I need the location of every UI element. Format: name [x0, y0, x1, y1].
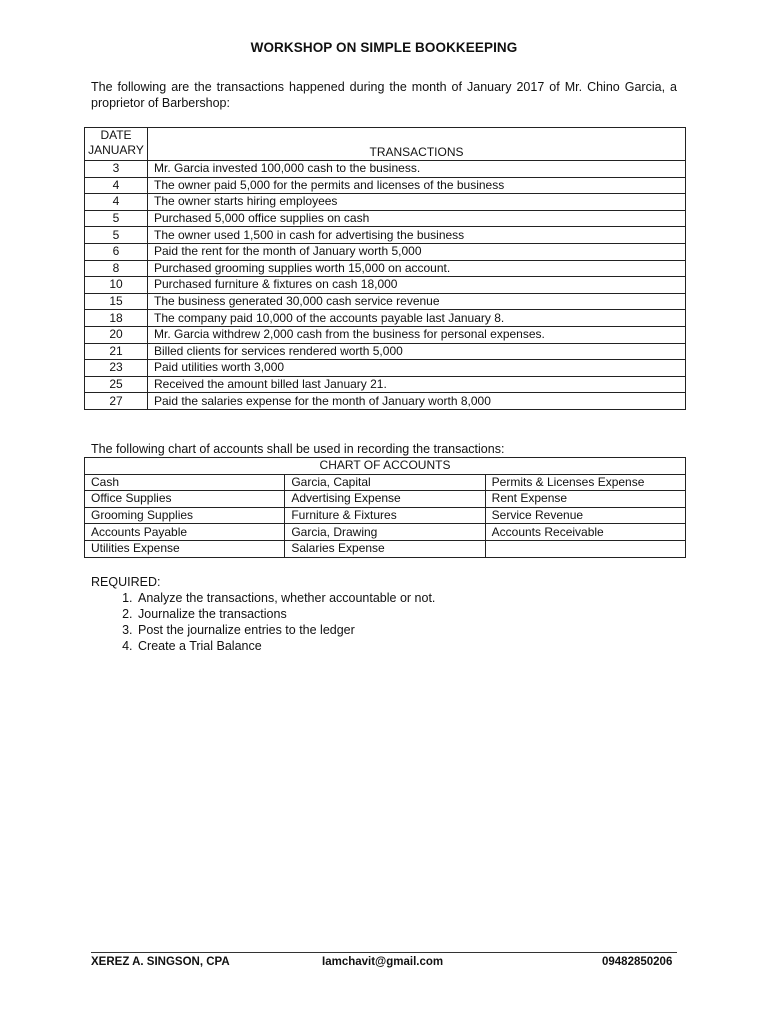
chart-of-accounts-table	[84, 457, 686, 558]
transaction-date: 18	[85, 310, 148, 327]
transaction-description: The business generated 30,000 cash service revenue	[148, 293, 686, 310]
chart-caption-row	[85, 458, 686, 475]
chart-of-accounts-body	[85, 474, 686, 557]
account-name-cell: Salaries Expense	[285, 540, 485, 557]
transaction-description: Purchased furniture & fixtures on cash 18,000	[148, 277, 686, 294]
transaction-row	[85, 293, 686, 310]
account-name-cell: Accounts Receivable	[485, 524, 685, 541]
transaction-description: Paid utilities worth 3,000	[148, 360, 686, 377]
chart-of-accounts-row	[85, 507, 686, 524]
transaction-row	[85, 260, 686, 277]
transaction-date: 21	[85, 343, 148, 360]
transaction-row	[85, 161, 686, 178]
transaction-row	[85, 210, 686, 227]
transaction-description: Purchased 5,000 office supplies on cash	[148, 210, 686, 227]
transaction-description: Received the amount billed last January 21.	[148, 376, 686, 393]
transaction-description: The owner used 1,500 in cash for advertising the business	[148, 227, 686, 244]
transaction-date: 4	[85, 194, 148, 211]
transactions-column-header: TRANSACTIONS	[148, 128, 686, 161]
footer-author: XEREZ A. SINGSON, CPA	[91, 956, 230, 968]
transaction-row	[85, 227, 686, 244]
transactions-table	[84, 127, 686, 410]
chart-intro-paragraph: The following chart of accounts shall be used in recording the transactions:	[91, 442, 505, 456]
transaction-row	[85, 376, 686, 393]
intro-paragraph: The following are the transactions happened during the month of January 2017 of Mr. Chino Garcia, a proprietor of Barbershop:	[91, 80, 677, 110]
account-name-cell: Cash	[85, 474, 285, 491]
transaction-description: Mr. Garcia withdrew 2,000 cash from the business for personal expenses.	[148, 326, 686, 343]
account-name-cell: Garcia, Capital	[285, 474, 485, 491]
transaction-date: 10	[85, 277, 148, 294]
account-name-cell: Advertising Expense	[285, 491, 485, 508]
transaction-row	[85, 360, 686, 377]
chart-of-accounts-row	[85, 474, 686, 491]
transaction-row	[85, 343, 686, 360]
account-name-cell: Rent Expense	[485, 491, 685, 508]
account-name-cell: Furniture & Fixtures	[285, 507, 485, 524]
account-name-cell: Grooming Supplies	[85, 507, 285, 524]
required-item: 4. Create a Trial Balance	[136, 638, 435, 654]
required-item: 1. Analyze the transactions, whether accountable or not.	[136, 590, 435, 606]
transaction-date: 6	[85, 243, 148, 260]
transaction-date: 8	[85, 260, 148, 277]
transaction-row	[85, 277, 686, 294]
transaction-date: 4	[85, 177, 148, 194]
transaction-date: 5	[85, 227, 148, 244]
transaction-description: The owner paid 5,000 for the permits and licenses of the business	[148, 177, 686, 194]
transaction-row	[85, 243, 686, 260]
footer-divider	[91, 952, 677, 953]
account-name-cell: Garcia, Drawing	[285, 524, 485, 541]
account-name-cell	[485, 540, 685, 557]
date-header-line2: JANUARY	[88, 143, 144, 157]
transaction-date: 25	[85, 376, 148, 393]
transaction-row	[85, 393, 686, 410]
transaction-description: Paid the salaries expense for the month of January worth 8,000	[148, 393, 686, 410]
chart-of-accounts-row	[85, 524, 686, 541]
account-name-cell: Service Revenue	[485, 507, 685, 524]
account-name-cell: Accounts Payable	[85, 524, 285, 541]
transaction-date: 5	[85, 210, 148, 227]
required-heading: REQUIRED:	[91, 575, 161, 589]
transactions-body	[85, 161, 686, 410]
transaction-date: 15	[85, 293, 148, 310]
chart-of-accounts-row	[85, 491, 686, 508]
transaction-description: The owner starts hiring employees	[148, 194, 686, 211]
chart-of-accounts-caption: CHART OF ACCOUNTS	[85, 458, 686, 475]
footer-phone: 09482850206	[602, 956, 673, 968]
account-name-cell: Office Supplies	[85, 491, 285, 508]
transactions-header-row	[85, 128, 686, 161]
transaction-description: Mr. Garcia invested 100,000 cash to the business.	[148, 161, 686, 178]
transaction-date: 27	[85, 393, 148, 410]
required-list	[91, 590, 435, 654]
transaction-description: Paid the rent for the month of January worth 5,000	[148, 243, 686, 260]
transaction-description: The company paid 10,000 of the accounts payable last January 8.	[148, 310, 686, 327]
transaction-row	[85, 194, 686, 211]
date-header-line1: DATE	[100, 128, 132, 142]
required-section	[91, 574, 435, 654]
transaction-description: Purchased grooming supplies worth 15,000 on account.	[148, 260, 686, 277]
required-item: 3. Post the journalize entries to the ledger	[136, 622, 435, 638]
date-column-header	[85, 128, 148, 161]
document-title: WORKSHOP ON SIMPLE BOOKKEEPING	[250, 40, 518, 55]
transaction-row	[85, 177, 686, 194]
chart-of-accounts-row	[85, 540, 686, 557]
footer-email: Iamchavit@gmail.com	[322, 956, 444, 968]
account-name-cell: Permits & Licenses Expense	[485, 474, 685, 491]
transaction-date: 3	[85, 161, 148, 178]
required-item: 2. Journalize the transactions	[136, 606, 435, 622]
transaction-row	[85, 326, 686, 343]
account-name-cell: Utilities Expense	[85, 540, 285, 557]
transaction-date: 23	[85, 360, 148, 377]
transaction-date: 20	[85, 326, 148, 343]
transaction-row	[85, 310, 686, 327]
transaction-description: Billed clients for services rendered worth 5,000	[148, 343, 686, 360]
